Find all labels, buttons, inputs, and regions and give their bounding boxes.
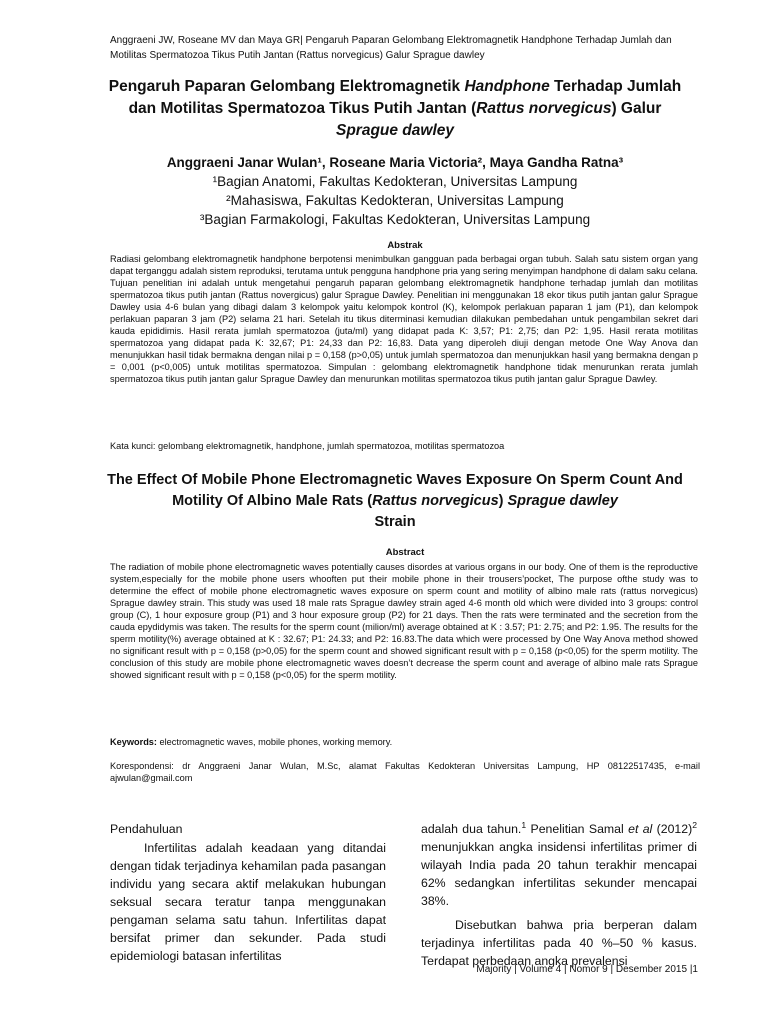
paragraph-samal [421, 820, 697, 910]
title-id-part3: ) Galur [611, 100, 662, 117]
title-id-part2: Terhadap Jumlah dan Motilitas Spermatozoa Tikus Putih Jantan ( [128, 78, 682, 117]
title-indonesian [95, 76, 695, 142]
title-id-italic2: Rattus norvegicus [476, 100, 612, 117]
citation-superscript: 1 [521, 819, 527, 830]
title-id-italic1: Handphone [464, 78, 550, 95]
keywords [110, 736, 700, 748]
text-span: Penelitian Samal [526, 822, 629, 836]
title-en-part2: ) [498, 493, 508, 509]
title-id-italic3: Sprague dawley [335, 122, 454, 139]
section-heading-pendahuluan: Pendahuluan [110, 822, 183, 836]
title-en-italic1: Rattus norvegicus [372, 493, 499, 509]
kata-kunci [110, 440, 700, 452]
text-italic: et al [628, 822, 653, 836]
citation-superscript: 2 [692, 819, 697, 830]
text-span: menunjukkan angka insidensi infertilitas primer di wilayah India pada 20 tahun terakhir mencapai 62% sedangkan infertilitas sekunder mencapai 38%. [421, 840, 697, 908]
body-column-left [110, 820, 386, 965]
author-names: Anggraeni Janar Wulan¹, Roseane Maria Victoria², Maya Gandha Ratna³ [166, 155, 624, 170]
title-en-italic2: Sprague dawley [507, 493, 618, 509]
body-column-right [421, 820, 697, 970]
affiliation-3: ³Bagian Farmakologi, Fakultas Kedokteran, Universitas Lampung [199, 212, 591, 227]
authors-block [95, 153, 695, 229]
title-english [95, 470, 695, 533]
title-en-part1: The Effect Of Mobile Phone Electromagnetic Waves Exposure On Sperm Count And Motility Of Albino Male Rats ( [107, 472, 683, 509]
keywords-label: Keywords: [110, 737, 160, 747]
korespondensi: Korespondensi: dr Anggraeni Janar Wulan, M.Sc, alamat Fakultas Kedokteran Universitas Lampung, HP 08122517435, e-mail ajwulan@gmail.com [110, 761, 700, 783]
running-header: Anggraeni JW, Roseane MV dan Maya GR| Pengaruh Paparan Gelombang Elektromagnetik Handphone Terhadap Jumlah dan Motilitas Spermatozoa Tikus Putih Jantan (Rattus norvegicus) Galur Sprague dawley [110, 35, 672, 61]
paragraph-pria: Disebutkan bahwa pria berperan dalam terjadinya infertilitas pada 40 %–50 % kasus. Terdapat perbedaan angka prevalensi [421, 918, 697, 968]
text-span: (2012) [652, 822, 693, 836]
page-footer: Majority | Volume 4 | Nomor 9 | Desember 2015 |1 [476, 964, 698, 975]
keywords-value: electromagnetic waves, mobile phones, working memory. [159, 737, 393, 747]
abstract-body: The radiation of mobile phone electromagnetic waves potentially causes disordes at various organs in our body. One of them is the reproductive system,especially for the mobile phone users whooften put their mobile phone in their trousers’pocket, The purpose ofthe study was to determine the effect of mobile phone electromagnetic waves exposure on sperm count and motility of albino male rats (rattus norvegicus) Sprague dawley strain. This study was used 18 male rats Sprague dawley strain aged 4-6 month old which were divided into 3 groups: control group (C), 1 hour exposure group (P1) and 3 hour exposure group (P2) for 21 days. Then the rats were terminated and the secretion from the cauda epydidymis was taken. The results for the sperm count (milion/ml) average obtained at K : 3.57; P1: 2.75; and P2: 1.95. The results for the sperm motility(%) average obtained at K : 32.67; P1: 24.33; and P2: 16.83.The data which were processed by One Way Anova method showed no significant result with p = 0,158 (p>0,05) for the sperm count and showed significant result with p = 0,158 (p<0,05) for the sperm motility. The conclusion of this study are mobile phone electromagnetic waves doesn’t decrease the sperm count and average of albino male rats Sprague showed significant result with p = 0,158 (p<0,05) for the sperm motility. [110, 562, 698, 680]
abstrak-heading: Abstrak [387, 240, 423, 251]
text-span: adalah dua tahun. [421, 822, 522, 836]
abstrak-body: Radiasi gelombang elektromagnetik handphone berpotensi menimbulkan gangguan pada berbagai organ tubuh. Salah satu sistem organ yang dapat terganggu adalah sistem reproduksi, terutama untuk pengguna handphone pria yang sering menyimpan handphone di dalam saku celana. Tujuan penelitian ini adalah untuk mengetahui pengaruh paparan gelombang elektromagnetik handphone terhadap jumlah dan motilitas spermatozoa tikus putih jantan (Rattus novergicus) galur Sprague Dawley. Penelitian ini menggunakan 18 ekor tikus putih jantan galur Sprague Dawley usia 4-6 bulan yang dibagi dalam 3 kelompok yaitu kelompok kontrol (K), kelompok perlakuan paparan 1 jam (P1), dan kelompok perlakuan paparan 3 jam (P2) selama 21 hari. Setelah itu tikus diterminasi kemudian dilakukan pembedahan untuk pengambilan sekret dari kauda epididimis. Hasil rerata jumlah spermatozoa (juta/ml) yang didapat pada K: 3,57; P1: 2,75; dan P2: 1,95. Hasil rerata motilitas spermatozoa yang didapat pada K: 32,67; P1: 24,33 dan P2: 16,83. Data yang diperoleh diuji dengan metode One Way Anova dan menunjukkan hasil tidak bermakna dengan nilai p = 0,158 (p>0,05) untuk jumlah spermatozoa dan menunjukkan hasil yang bermakna dengan p = 0,001 (p<0,005) untuk motilitas spermatozoa. Simpulan : gelombang elektromagnetik handphone tidak menurunkan rerata jumlah spermatozoa tikus putih jantan galur Sprague Dawley dan menurunkan motilitas spermatozoa tikus putih jantan galur Sprague Dawley. [110, 254, 698, 384]
title-id-part1: Pengaruh Paparan Gelombang Elektromagnetik [108, 78, 465, 95]
paragraph-infertilitas: Infertilitas adalah keadaan yang ditandai dengan tidak terjadinya kehamilan pada pasangan individu yang secara aktif melakukan hubungan seksual secara teratur tanpa menggunakan pengaman selama satu tahun. Infertilitas dapat bersifat primer dan sekunder. Pada studi epidemiologi batasan infertilitas [110, 841, 386, 963]
abstract-heading: Abstract [385, 547, 425, 558]
kata-kunci-label: Kata kunci: [110, 441, 159, 451]
affiliation-1: ¹Bagian Anatomi, Fakultas Kedokteran, Universitas Lampung [212, 174, 578, 189]
kata-kunci-value: gelombang elektromagnetik, handphone, jumlah spermatozoa, motilitas spermatozoa [158, 441, 505, 451]
affiliation-2: ²Mahasiswa, Fakultas Kedokteran, Universitas Lampung [226, 193, 564, 208]
title-en-part3: Strain [374, 514, 416, 530]
